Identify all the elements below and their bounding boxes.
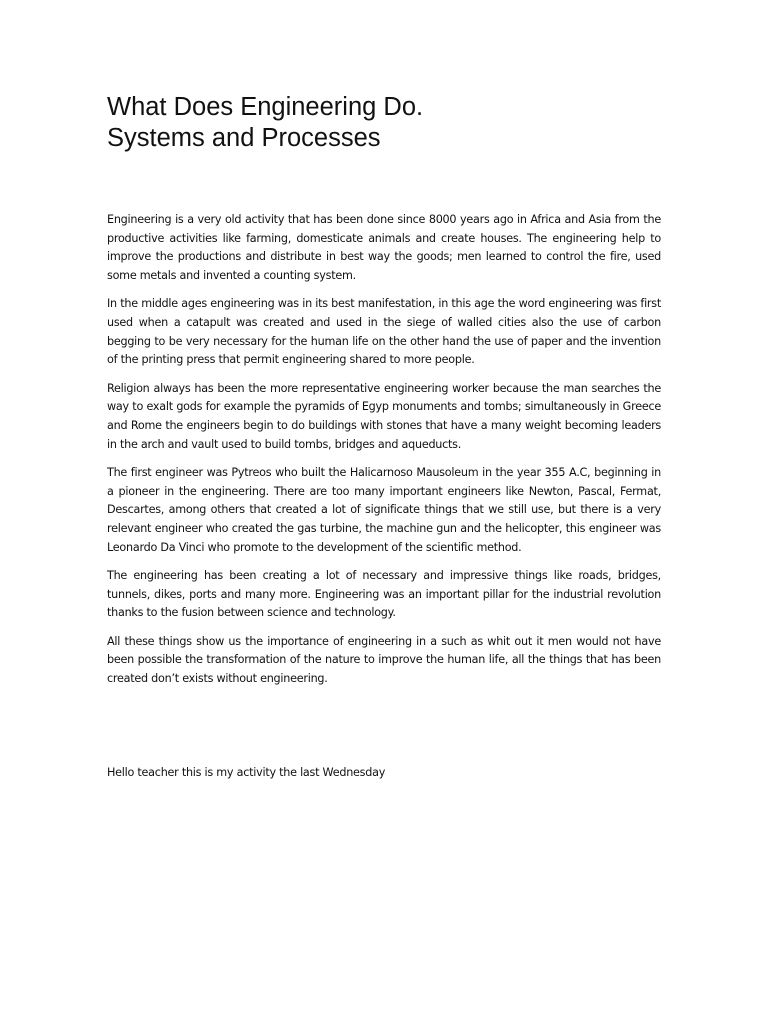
document-body [107,211,661,699]
title-line-2: Systems and Processes [107,124,381,152]
teacher-note: Hello teacher this is my activity the last Wednesday [107,766,386,779]
paragraph-4: The first engineer was Pytreos who built the Halicarnoso Mausoleum in the year 355 A.C, beginning in a pioneer in the engineering. There are too many important engineers like Newton, Pascal, Fermat, Descartes, among others that created a lot of significate things that we still use, but there is a very relevant engineer who created the gas turbine, the machine gun and the helicopter, this engineer was Leonardo Da Vinci who promote to the development of the scientific method. [107,466,661,554]
paragraph-5: The engineering has been creating a lot of necessary and impressive things like roads, bridges, tunnels, dikes, ports and many more. Engineering was an important pillar for the industrial revolution thanks to the fusion between science and technology. [107,569,661,620]
paragraph-3: Religion always has been the more representative engineering worker because the man searches the way to exalt gods for example the pyramids of Egyp monuments and tombs; simultaneously in Greece and Rome the engineers begin to do buildings with stones that have a many weight becoming leaders in the arch and vault used to build tombs, bridges and aqueducts. [107,381,661,451]
document-title [107,92,667,154]
title-line-1: What Does Engineering Do. [107,93,424,121]
paragraph-1: Engineering is a very old activity that has been done since 8000 years ago in Africa and Asia from the productive activities like farming, domesticate animals and create houses. The engineering help to improve the productions and distribute in best way the goods; men learned to control the fire, used some metals and invented a counting system. [107,213,661,282]
paragraph-2: In the middle ages engineering was in its best manifestation, in this age the word engineering was first used when a catapult was created and used in the siege of walled cities also the use of carbon begging to be very necessary for the human life on the other hand the use of paper and the invention of the printing press that permit engineering shared to more people. [107,297,661,367]
paragraph-6: All these things show us the importance of engineering in a such as whit out it men would not have been possible the transformation of the nature to improve the human life, all the things that has been created don’t exists without engineering. [107,634,661,686]
